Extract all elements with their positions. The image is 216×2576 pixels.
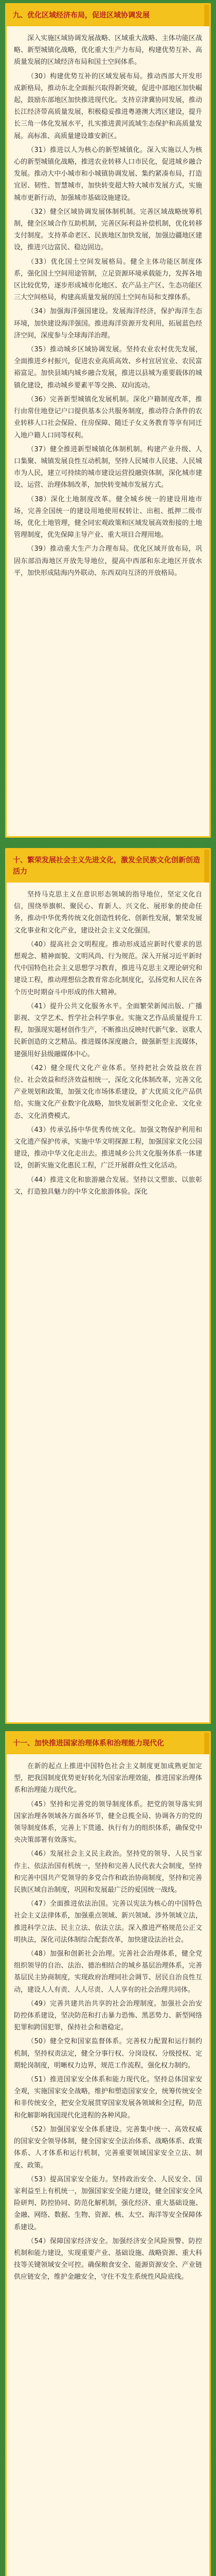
section-title: 九、优化区域经济布局，促进区域协调发展 [13, 11, 150, 20]
section-card [5, 1731, 211, 2576]
paragraph: （46）发展社会主义民主政治。坚持党的领导、人民当家作主、依法治国有机统一，坚持和完善人民代表大会制度，坚持和完善中国共产党领导的多党合作和政治协商制度，坚持和完善民族区域自治制度，巩固和发展最广泛的爱国统一战线。 [14, 1850, 202, 1894]
paragraph: （37）健全推进新型城镇化体制机制。构建产业升级、人口集聚、城镇发展良性互动机制，坚持人民城市人民建、人民城市为人民，建立可持续的城市建设运营投融资体制，深化城市建设、运营、治理体制改革，加快转变城市发展方式。 [14, 445, 202, 489]
paragraph: （42）健全现代文化产业体系。坚持把社会效益放在首位、社会效益和经济效益相统一，深化文化体制改革，完善文化产业规划和政策，加强文化市场体系建设，扩大优质文化产品供给。实施文化产业数字化战略，加快发展新型文化企业、文化业态、文化消费模式。 [14, 1064, 202, 1120]
paragraph: （52）加强国家安全体系建设。完善集中统一、高效权威的国家安全领导体制，健全国家安全法治体系、战略体系、政策体系、人才体系和运行机制，完善重要领域国家安全立法、制度、政策。 [14, 2125, 202, 2170]
paragraph: （36）完善新型城镇化发展机制。深化户籍制度改革，推行由常住地登记户口提供基本公共服务制度，推动符合条件的农业转移人口社会保险、住房保障、随迁子女义务教育等享有同迁入地户籍人口同等权利。 [14, 395, 202, 439]
paragraph: （54）保障国家经济安全。加强经济安全风险预警、防控机制和能力建设，实现重要产业、基础设施、战略资源、重大科技等关键领域安全可控。确保粮食安全、能源资源安全、产业链供应链安全，维护金融安全，守住不发生系统性风险底线。 [14, 2237, 202, 2281]
paragraph: （35）推动城乡区域协调发展。坚持农业农村优先发展，全面推进乡村振兴，促进农业高质高效、乡村宜居宜业、农民富裕富足。加快县域内城乡融合发展，推进以县城为重要载体的城镇化建设，推动城乡要素平等交换、双向流动。 [14, 346, 202, 389]
section-header [7, 850, 209, 883]
paragraph: 深入实施区域协调发展战略、区域重大战略、主体功能区战略、新型城镇化战略，优化重大生产力布局，构建优势互补、高质量发展的区域经济布局和国土空间体系。 [14, 35, 202, 66]
paragraph: （48）加强和创新社会治理。完善社会治理体系，健全党组织领导的自治、法治、德治相结合的城乡基层治理体系，完善基层民主协商制度，实现政府治理同社会调节、居民自治良性互动，建设人人有责、人人尽责、人人享有的社会治理共同体。 [14, 1950, 202, 1994]
paragraph: （51）推进国家安全体系和能力现代化。坚持总体国家安全观，实施国家安全战略，维护和塑造国家安全，统筹传统安全和非传统安全，把安全发展贯穿国家发展各领域和全过程，防范和化解影响我国现代化进程的各种风险。 [14, 2076, 202, 2120]
paragraph: 在新的起点上推进中国特色社会主义制度更加成熟更加定型，把我国制度优势更好转化为国家治理效能，推进国家治理体系和治理能力现代化。 [14, 1762, 202, 1794]
paragraph: （38）深化土地制度改革。健全城乡统一的建设用地市场，完善全国统一的建设用地使用权转让、出租、抵押二级市场，优化土地管理，健全同宏观政策和区域发展高效衔接的土地管理制度，优先保障主导产业、重大项目合理用地。 [14, 495, 202, 539]
section-header [7, 5, 209, 26]
paragraph: （41）提升公共文化服务水平。全面繁荣新闻出版、广播影视、文学艺术、哲学社会科学事业。实施文艺作品质量提升工程，加强现实题材创作生产，不断推出反映时代新气象、讴歌人民新创造的文艺精品。推进媒体深度融合，做强新型主流媒体，建强用好县级融媒体中心。 [14, 1002, 202, 1058]
paragraph: （31）推进以人为核心的新型城镇化。深入实施以人为核心的新型城镇化战略，推进农业转移人口市民化，促进城乡融合发展。推动大中小城市和小城镇协调发展、集约紧凑布局，打造宜居、韧性、智慧城市，加快转变超大特大城市发展方式，实施城市更新行动，加强城市基础设施建设。 [14, 146, 202, 202]
section-body [7, 1754, 209, 2293]
section-header [7, 1733, 209, 1754]
paragraph: （32）健全区域协调发展体制机制。完善区域战略统筹机制，健全区域合作互助机制，完善区际利益补偿机制，优化转移支付制度。支持革命老区、民族地区加快发展，加强边疆地区建设，推进兴边富民、稳边固边。 [14, 208, 202, 252]
section-body [7, 26, 209, 588]
paragraph: （44）推进文化和旅游融合发展。坚持以文塑旅、以旅彰文，打造独具魅力的中华文化旅游体验。深化 [14, 1176, 202, 1196]
paragraph: （53）提高国家安全能力。坚持政治安全、人民安全、国家利益至上有机统一，加强国家安全能力建设，健全国家安全风险研判、防控协同、防范化解机制，强化经济、重大基础设施、金融、网络、数据、生物、资源、核、太空、海洋等安全保障体系建设。 [14, 2175, 202, 2231]
paragraph: 坚持马克思主义在意识形态领域的指导地位，坚定文化自信，围绕举旗帜、聚民心、育新人、兴文化、展形象的使命任务，推动中华优秀传统文化创造性转化、创新性发展，繁荣发展文化事业和文化产业，建设社会主义文化强国。 [14, 891, 202, 935]
paragraph: （50）健全党和国家监督体系。完善权力配置和运行制约机制，坚持权责法定，健全分事行权、分岗设权、分级授权、定期轮岗制度，明晰权力边界，规范工作流程，强化权力制约。 [14, 2038, 202, 2070]
paragraph: （49）完善共建共治共享的社会治理制度。加强社会治安防控体系建设，坚决防范和打击暴力恐怖、黑恶势力、新型网络犯罪和跨国犯罪，保持社会和谐稳定。 [14, 1999, 202, 2032]
paragraph: （34）加强海洋强国建设。发展海洋经济，保护海洋生态环境，加快建设海洋强国。推进海洋资源开发利用，拓展蓝色经济空间，深度参与全球海洋治理。 [14, 308, 202, 340]
section-card [5, 3, 211, 838]
paragraph: （30）构建优势互补的区域发展布局。推动西部大开发形成新格局，推动东北全面振兴取得新突破，促进中部地区加快崛起，鼓励东部地区加快推进现代化。支持京津冀协同发展，推动长江经济带高质量发展，积极稳妥推进粤港澳大湾区建设，提升长三角一体化发展水平，扎实推进黄河流域生态保护和高质量发展。高标准、高质量建设雄安新区。 [14, 72, 202, 140]
paragraph: （45）坚持和完善党的领导制度体系。把党的领导落实到国家治理各领域各方面各环节，健全总揽全局、协调各方的党的领导制度体系，完善上下贯通、执行有力的组织体系，确保党中央决策部署有效落实。 [14, 1800, 202, 1844]
paragraph: （47）全面推进依法治国。完善以宪法为核心的中国特色社会主义法律体系，加强重点领域、新兴领域、涉外领域立法，推进科学立法、民主立法、依法立法。深入推进严格规范公正文明执法，深化司法体制综合配套改革，加快建设法治社会。 [14, 1900, 202, 1944]
section-card [5, 848, 211, 1724]
paragraph: （40）提高社会文明程度。推动形成适应新时代要求的思想观念、精神面貌、文明风尚、行为规范。深入开展习近平新时代中国特色社会主义思想学习教育，推进马克思主义理论研究和建设工程，推动理想信念教育常态化制度化，弘扬党和人民在各个历史时期奋斗中形成的伟大精神。 [14, 940, 202, 996]
paragraph: （39）推动重大生产力合理布局。优化区域开放布局，巩固东部沿海地区开放先导地位，提高中西部和东北地区开放水平，加快形成陆海内外联动、东西双向互济的开放格局。 [14, 545, 202, 577]
section-title: 十、繁荣发展社会主义先进文化，激发全民族文化创新创造活力 [13, 856, 200, 876]
section-body [7, 883, 209, 1207]
section-title: 十一、加快推进国家治理体系和治理能力现代化 [13, 1739, 164, 1748]
paragraph: （43）传承弘扬中华优秀传统文化。加强文物保护利用和文化遗产保护传承，实施中华文明探源工程，加强国家文化公园建设，推动中华文化走出去。推进城乡公共文化服务体系一体建设，创新实施文化惠民工程，广泛开展群众性文化活动。 [14, 1126, 202, 1170]
paragraph: （33）优化国土空间发展格局。健全主体功能区制度体系，强化国土空间用途管制，立足资源环境承载能力，发挥各地区比较优势，逐步形成城市化地区、农产品主产区、生态功能区三大空间格局，构建高质量发展的国土空间布局和支撑体系。 [14, 258, 202, 302]
